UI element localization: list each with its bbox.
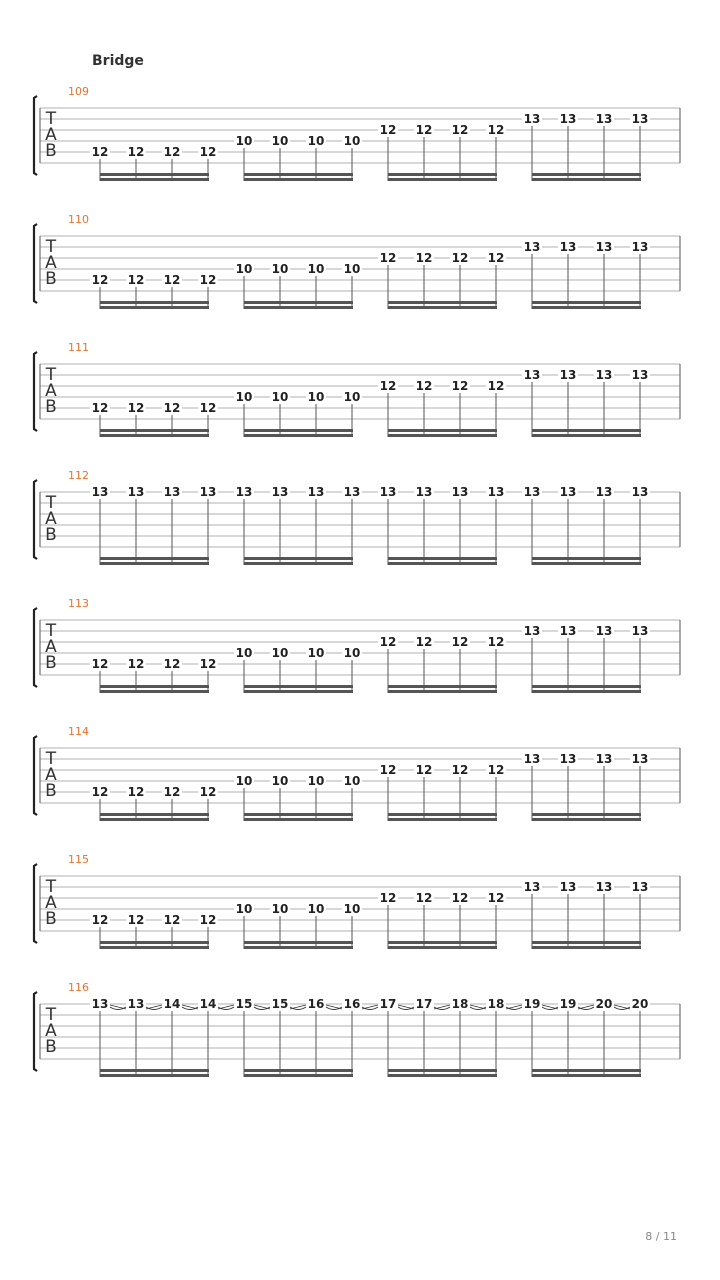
system-bracket (34, 480, 37, 559)
fret-number: 10 (307, 646, 325, 660)
fret-number: 13 (523, 880, 541, 894)
tab-clef-letter: T (45, 365, 57, 385)
fret-number: 17 (379, 997, 397, 1011)
system-bracket (34, 864, 37, 943)
fret-number: 12 (127, 913, 145, 927)
beam-secondary (532, 173, 641, 176)
fret-number: 10 (271, 134, 289, 148)
fret-number: 10 (235, 774, 253, 788)
tab-clef-letter: T (45, 109, 57, 129)
tab-clef-letter: B (45, 269, 57, 289)
tab-clef-letter: T (45, 877, 57, 897)
fret-number: 12 (415, 891, 433, 905)
beam-primary (532, 562, 641, 565)
fret-number: 13 (631, 485, 649, 499)
tab-clef-letter: T (45, 749, 57, 769)
fret-number: 13 (631, 880, 649, 894)
fret-number: 14 (163, 997, 181, 1011)
fret-number: 10 (307, 262, 325, 276)
tab-clef-letter: B (45, 653, 57, 673)
fret-number: 12 (199, 913, 217, 927)
fret-number: 13 (559, 368, 577, 382)
fret-number: 13 (559, 485, 577, 499)
beam-primary (388, 434, 497, 437)
fret-number: 12 (163, 273, 181, 287)
fret-number: 10 (235, 134, 253, 148)
fret-number: 12 (487, 763, 505, 777)
beam-primary (100, 306, 209, 309)
beam-secondary (532, 685, 641, 688)
fret-number: 12 (199, 273, 217, 287)
beam-primary (244, 946, 353, 949)
fret-number: 10 (343, 774, 361, 788)
fret-number: 10 (271, 774, 289, 788)
fret-number: 12 (199, 657, 217, 671)
fret-number: 10 (235, 390, 253, 404)
fret-number: 13 (595, 485, 613, 499)
fret-number: 12 (487, 251, 505, 265)
tab-clef-letter: A (45, 637, 57, 657)
beam-secondary (532, 813, 641, 816)
beam-primary (388, 562, 497, 565)
beam-primary (244, 434, 353, 437)
fret-number: 13 (559, 240, 577, 254)
tab-clef-letter: T (45, 1005, 57, 1025)
beam-primary (388, 818, 497, 821)
beam-primary (244, 306, 353, 309)
beam-secondary (388, 301, 497, 304)
beam-primary (532, 306, 641, 309)
fret-number: 12 (451, 891, 469, 905)
fret-number: 12 (127, 785, 145, 799)
system-bracket (34, 96, 37, 175)
fret-number: 19 (523, 997, 541, 1011)
beam-secondary (100, 173, 209, 176)
beam-secondary (100, 1069, 209, 1072)
beam-secondary (244, 173, 353, 176)
fret-number: 13 (559, 624, 577, 638)
beam-secondary (244, 301, 353, 304)
tab-clef-letter: A (45, 765, 57, 785)
fret-number: 13 (631, 368, 649, 382)
fret-number: 10 (343, 262, 361, 276)
fret-number: 12 (91, 145, 109, 159)
beam-primary (100, 178, 209, 181)
fret-number: 16 (307, 997, 325, 1011)
fret-number: 13 (595, 624, 613, 638)
fret-number: 12 (379, 635, 397, 649)
fret-number: 10 (271, 646, 289, 660)
fret-number: 10 (235, 646, 253, 660)
tab-clef-letter: B (45, 525, 57, 545)
fret-number: 10 (235, 262, 253, 276)
fret-number: 10 (271, 902, 289, 916)
fret-number: 17 (415, 997, 433, 1011)
fret-number: 12 (415, 379, 433, 393)
beam-secondary (388, 1069, 497, 1072)
beam-primary (532, 690, 641, 693)
beam-secondary (388, 685, 497, 688)
fret-number: 13 (559, 880, 577, 894)
section-title: Bridge (92, 53, 144, 69)
fret-number: 12 (163, 785, 181, 799)
fret-number: 13 (631, 752, 649, 766)
beam-primary (100, 562, 209, 565)
fret-number: 10 (343, 646, 361, 660)
fret-number: 12 (163, 145, 181, 159)
beam-primary (100, 690, 209, 693)
beam-secondary (388, 941, 497, 944)
fret-number: 13 (451, 485, 469, 499)
tab-clef-letter: A (45, 253, 57, 273)
beam-secondary (100, 813, 209, 816)
tab-clef-letter: A (45, 893, 57, 913)
fret-number: 12 (487, 123, 505, 137)
fret-number: 12 (415, 251, 433, 265)
fret-number: 13 (91, 997, 109, 1011)
beam-primary (532, 1074, 641, 1077)
beam-primary (100, 1074, 209, 1077)
fret-number: 12 (127, 401, 145, 415)
fret-number: 10 (271, 390, 289, 404)
beam-primary (100, 946, 209, 949)
fret-number: 12 (487, 379, 505, 393)
fret-number: 12 (199, 145, 217, 159)
fret-number: 12 (199, 785, 217, 799)
beam-primary (244, 1074, 353, 1077)
fret-number: 13 (91, 485, 109, 499)
fret-number: 13 (631, 112, 649, 126)
beam-primary (244, 178, 353, 181)
beam-secondary (100, 941, 209, 944)
fret-number: 12 (199, 401, 217, 415)
fret-number: 12 (91, 657, 109, 671)
fret-number: 13 (523, 240, 541, 254)
fret-number: 10 (343, 390, 361, 404)
fret-number: 12 (127, 273, 145, 287)
fret-number: 12 (379, 763, 397, 777)
measure-number: 112 (68, 469, 89, 482)
tab-clef-letter: T (45, 493, 57, 513)
fret-number: 13 (307, 485, 325, 499)
beam-secondary (100, 301, 209, 304)
fret-number: 13 (415, 485, 433, 499)
fret-number: 12 (451, 379, 469, 393)
fret-number: 20 (595, 997, 613, 1011)
beam-secondary (532, 301, 641, 304)
fret-number: 18 (451, 997, 469, 1011)
tab-clef-letter: A (45, 509, 57, 529)
measure-number: 110 (68, 213, 89, 226)
beam-secondary (244, 1069, 353, 1072)
beam-secondary (100, 429, 209, 432)
fret-number: 12 (91, 913, 109, 927)
fret-number: 10 (343, 902, 361, 916)
fret-number: 12 (487, 635, 505, 649)
fret-number: 12 (451, 763, 469, 777)
fret-number: 12 (451, 635, 469, 649)
tab-clef-letter: B (45, 141, 57, 161)
fret-number: 13 (631, 624, 649, 638)
fret-number: 12 (415, 635, 433, 649)
beam-secondary (100, 557, 209, 560)
fret-number: 13 (379, 485, 397, 499)
beam-secondary (388, 173, 497, 176)
beam-secondary (244, 429, 353, 432)
fret-number: 13 (595, 880, 613, 894)
fret-number: 14 (199, 997, 217, 1011)
fret-number: 12 (451, 123, 469, 137)
fret-number: 13 (523, 624, 541, 638)
fret-number: 13 (235, 485, 253, 499)
fret-number: 12 (163, 913, 181, 927)
fret-number: 12 (127, 145, 145, 159)
measure-number: 114 (68, 725, 89, 738)
fret-number: 12 (379, 251, 397, 265)
tab-clef-letter: T (45, 237, 57, 257)
fret-number: 12 (415, 763, 433, 777)
beam-primary (532, 818, 641, 821)
beam-secondary (244, 557, 353, 560)
fret-number: 13 (487, 485, 505, 499)
measure-number: 115 (68, 853, 89, 866)
fret-number: 12 (487, 891, 505, 905)
fret-number: 10 (307, 774, 325, 788)
fret-number: 13 (559, 112, 577, 126)
fret-number: 13 (595, 368, 613, 382)
fret-number: 13 (343, 485, 361, 499)
beam-secondary (100, 685, 209, 688)
beam-primary (388, 690, 497, 693)
system-bracket (34, 736, 37, 815)
fret-number: 15 (271, 997, 289, 1011)
tab-clef-letter: B (45, 781, 57, 801)
beam-secondary (244, 813, 353, 816)
fret-number: 13 (127, 997, 145, 1011)
measure-number: 113 (68, 597, 89, 610)
fret-number: 13 (163, 485, 181, 499)
beam-secondary (244, 685, 353, 688)
system-bracket (34, 992, 37, 1071)
beam-secondary (532, 941, 641, 944)
fret-number: 13 (199, 485, 217, 499)
fret-number: 19 (559, 997, 577, 1011)
beam-primary (532, 946, 641, 949)
fret-number: 12 (379, 891, 397, 905)
system-bracket (34, 608, 37, 687)
tab-clef-letter: B (45, 397, 57, 417)
beam-primary (388, 1074, 497, 1077)
fret-number: 10 (307, 134, 325, 148)
fret-number: 13 (523, 485, 541, 499)
beam-secondary (532, 1069, 641, 1072)
measure-number: 116 (68, 981, 89, 994)
beam-primary (100, 434, 209, 437)
page-number: 8 / 11 (645, 1230, 677, 1243)
beam-secondary (388, 429, 497, 432)
fret-number: 12 (91, 273, 109, 287)
beam-primary (388, 306, 497, 309)
fret-number: 12 (379, 379, 397, 393)
fret-number: 12 (91, 401, 109, 415)
beam-secondary (388, 813, 497, 816)
fret-number: 18 (487, 997, 505, 1011)
fret-number: 12 (163, 657, 181, 671)
beam-primary (100, 818, 209, 821)
beam-secondary (244, 941, 353, 944)
fret-number: 10 (271, 262, 289, 276)
fret-number: 12 (451, 251, 469, 265)
fret-number: 12 (163, 401, 181, 415)
fret-number: 12 (127, 657, 145, 671)
fret-number: 12 (415, 123, 433, 137)
beam-secondary (388, 557, 497, 560)
measure-number: 109 (68, 85, 89, 98)
tab-clef-letter: B (45, 1037, 57, 1057)
tab-clef-letter: A (45, 1021, 57, 1041)
fret-number: 13 (631, 240, 649, 254)
measure-number: 111 (68, 341, 89, 354)
fret-number: 13 (559, 752, 577, 766)
fret-number: 20 (631, 997, 649, 1011)
beam-secondary (532, 557, 641, 560)
fret-number: 10 (235, 902, 253, 916)
beam-primary (532, 178, 641, 181)
fret-number: 16 (343, 997, 361, 1011)
fret-number: 13 (127, 485, 145, 499)
fret-number: 12 (379, 123, 397, 137)
fret-number: 13 (523, 752, 541, 766)
tab-clef-letter: A (45, 125, 57, 145)
tab-clef-letter: T (45, 621, 57, 641)
fret-number: 13 (595, 112, 613, 126)
system-bracket (34, 224, 37, 303)
beam-primary (388, 946, 497, 949)
fret-number: 13 (595, 752, 613, 766)
beam-primary (388, 178, 497, 181)
fret-number: 10 (307, 390, 325, 404)
fret-number: 15 (235, 997, 253, 1011)
tab-clef-letter: B (45, 909, 57, 929)
beam-primary (244, 818, 353, 821)
system-bracket (34, 352, 37, 431)
beam-primary (244, 562, 353, 565)
fret-number: 13 (271, 485, 289, 499)
fret-number: 13 (523, 368, 541, 382)
fret-number: 12 (91, 785, 109, 799)
fret-number: 13 (523, 112, 541, 126)
beam-primary (532, 434, 641, 437)
tab-clef-letter: A (45, 381, 57, 401)
beam-primary (244, 690, 353, 693)
fret-number: 10 (307, 902, 325, 916)
fret-number: 13 (595, 240, 613, 254)
beam-secondary (532, 429, 641, 432)
fret-number: 10 (343, 134, 361, 148)
